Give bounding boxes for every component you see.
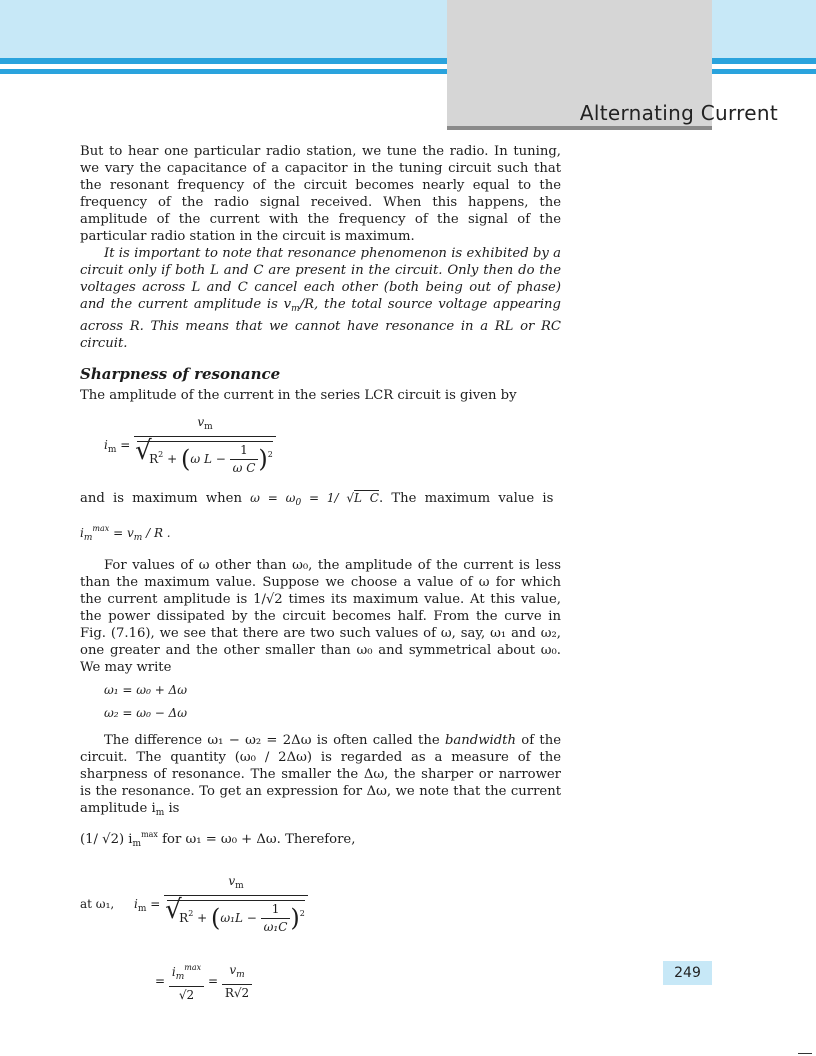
eq3-sign: = [155, 974, 166, 988]
paragraph: For values of ω other than ω₀, the amplitude of the current is less than the maximum value. Suppose we choose a value of ω for which the current amplitude is 1/√2 times its maximum value. At this value, the power dissipated by the circuit becomes half. From the curve in Fig. (7.16), we see that there are two such values of ω, say, ω₁ and ω₂, one greater and the other smaller than ω₀ and symmetrical about ω₀. We may write [80, 558, 561, 675]
paragraph-note [80, 245, 561, 352]
eq2-fraction [164, 873, 308, 936]
eq-num-sub: m [204, 422, 213, 432]
paren-open: ( [180, 445, 191, 473]
max-i-sub: m [83, 533, 93, 543]
th-lead: (1/ √2) i [80, 832, 133, 847]
eq3-num1-sub: m [175, 972, 185, 982]
eq2-den-plus: + [197, 911, 208, 925]
max-i-sup: max [92, 524, 110, 533]
den-r-sup: 2 [158, 450, 164, 459]
eq3-sign-2: = [207, 974, 219, 988]
inner-fraction [230, 442, 259, 477]
eq2-inner-den: ω₁C [263, 920, 288, 934]
eq2-lhs: i [134, 897, 138, 911]
max-text-b: . The maximum value is [378, 491, 554, 506]
paren-open: ( [211, 904, 221, 932]
th-rest: for ω₁ = ω₀ + Δω. Therefore, [157, 832, 356, 847]
eq3-fraction-1 [169, 959, 204, 1004]
section-heading: Sharpness of resonance [80, 365, 281, 383]
page-number: 249 [663, 961, 712, 985]
bw-text-b: of the circuit. The quantity (ω₀ / 2Δω) is regarded as a measure of the sharpness of resonance. The smaller the Δω, the sharper or narrower is the resonance. To get an expression for Δω, we note that the current amplitude i [80, 733, 561, 816]
cond-sub: 0 [295, 498, 302, 508]
equation-result [155, 959, 561, 1004]
chapter-title: Alternating Current [579, 101, 778, 125]
paragraph-max [80, 490, 561, 512]
page-body [80, 143, 561, 1008]
eq2-den-omega-l: ω₁L − [220, 911, 257, 925]
th-sup: max [141, 830, 158, 839]
eq2-at: at ω₁, [80, 897, 115, 911]
eq3-num2-v: v [229, 962, 237, 977]
max-text-a: and is maximum when [80, 491, 242, 506]
paragraph-therefore [80, 826, 561, 853]
eq3-den2: R√2 [224, 985, 250, 1000]
equation-omega2: ω₂ = ω₀ − Δω [104, 706, 188, 720]
max-rest-sub: m [133, 533, 143, 543]
bw-sub: m [155, 808, 165, 818]
paragraph-bandwidth [80, 732, 561, 822]
note-text-b: /R, the total source voltage appearing across R. This means that we cannot have resonance in a RL or RC circuit. [80, 297, 561, 351]
equation-at-omega1 [80, 873, 561, 937]
paren-close: ) [258, 445, 268, 473]
max-rest: = v [109, 526, 134, 540]
inner-num: 1 [230, 442, 259, 460]
eq2-inner-fraction [261, 901, 291, 936]
sqrt-symbol [137, 441, 273, 477]
max-i: i [80, 526, 84, 540]
eq2-den-r-sup: 2 [188, 909, 194, 918]
note-text-a: It is important to note that resonance phenomenon is exhibited by a circuit only if both L and C are present in the circuit. Only then do the voltages across L and C cancel each other (both being out of phase) and the current amplitude is v [80, 246, 561, 312]
eq3-den1: √2 [178, 988, 195, 1002]
den-r: R [149, 452, 159, 466]
equation-current-amplitude [104, 414, 561, 480]
inner-den: ω C [232, 461, 256, 475]
den-omega-l: ω L − [190, 452, 226, 466]
cond-a: ω = ω [250, 491, 296, 505]
paren-close: ) [290, 904, 300, 932]
eq2-den-r: R [179, 911, 189, 925]
eq2-numerator [164, 873, 308, 896]
eq-sign: = [120, 438, 131, 452]
eq2-num-v: v [228, 874, 236, 888]
corner-mark [798, 1053, 812, 1054]
eq-fraction [134, 414, 276, 477]
paragraph: The amplitude of the current in the series LCR circuit is given by [80, 388, 517, 403]
eq3-num1-sup: max [184, 963, 202, 972]
eq-denominator [134, 437, 276, 477]
eq2-sign: = [150, 897, 161, 911]
eq2-inner-num: 1 [261, 901, 291, 919]
bw-text-c: is [164, 801, 180, 816]
eq2-lhs-sub: m [137, 904, 147, 914]
eq3-num1-i: i [171, 965, 176, 979]
eq-num-v: v [197, 415, 205, 429]
eq-lhs: i [104, 438, 108, 452]
note-sub: m [291, 304, 300, 314]
equation-omega1: ω₁ = ω₀ + Δω [104, 683, 188, 697]
eq3-num2-sub: m [236, 969, 245, 980]
eq3-fraction-2 [222, 962, 252, 1002]
paragraph: But to hear one particular radio station, we tune the radio. In tuning, we vary the capacitance of a capacitor in the tuning circuit such that the resonant frequency of the circuit becomes nearly equal to the frequency of the radio signal received. When this happens, the amplitude of the current with the frequency of the signal of the particular radio station in the circuit is maximum. [80, 144, 561, 244]
eq2-denominator [164, 896, 308, 936]
max-value-eq [80, 520, 561, 547]
bw-text-a: The difference ω₁ − ω₂ = 2Δω is often called the [104, 733, 445, 748]
cond-lc: L C [354, 491, 379, 505]
sqrt-symbol [167, 900, 305, 936]
eq3-num2 [222, 962, 252, 985]
den-square: 2 [267, 450, 273, 459]
cond-b: = 1/ √ [301, 491, 354, 505]
bw-emphasis: bandwidth [444, 733, 516, 748]
eq2-num-sub: m [235, 881, 244, 891]
eq-lhs-sub: m [107, 445, 117, 455]
max-condition [250, 491, 379, 508]
den-plus: + [167, 452, 178, 466]
eq3-num1 [169, 959, 204, 987]
th-sub: m [132, 839, 142, 849]
eq-numerator [134, 414, 276, 437]
eq2-den-square: 2 [299, 909, 305, 918]
max-end: / R . [142, 526, 171, 540]
